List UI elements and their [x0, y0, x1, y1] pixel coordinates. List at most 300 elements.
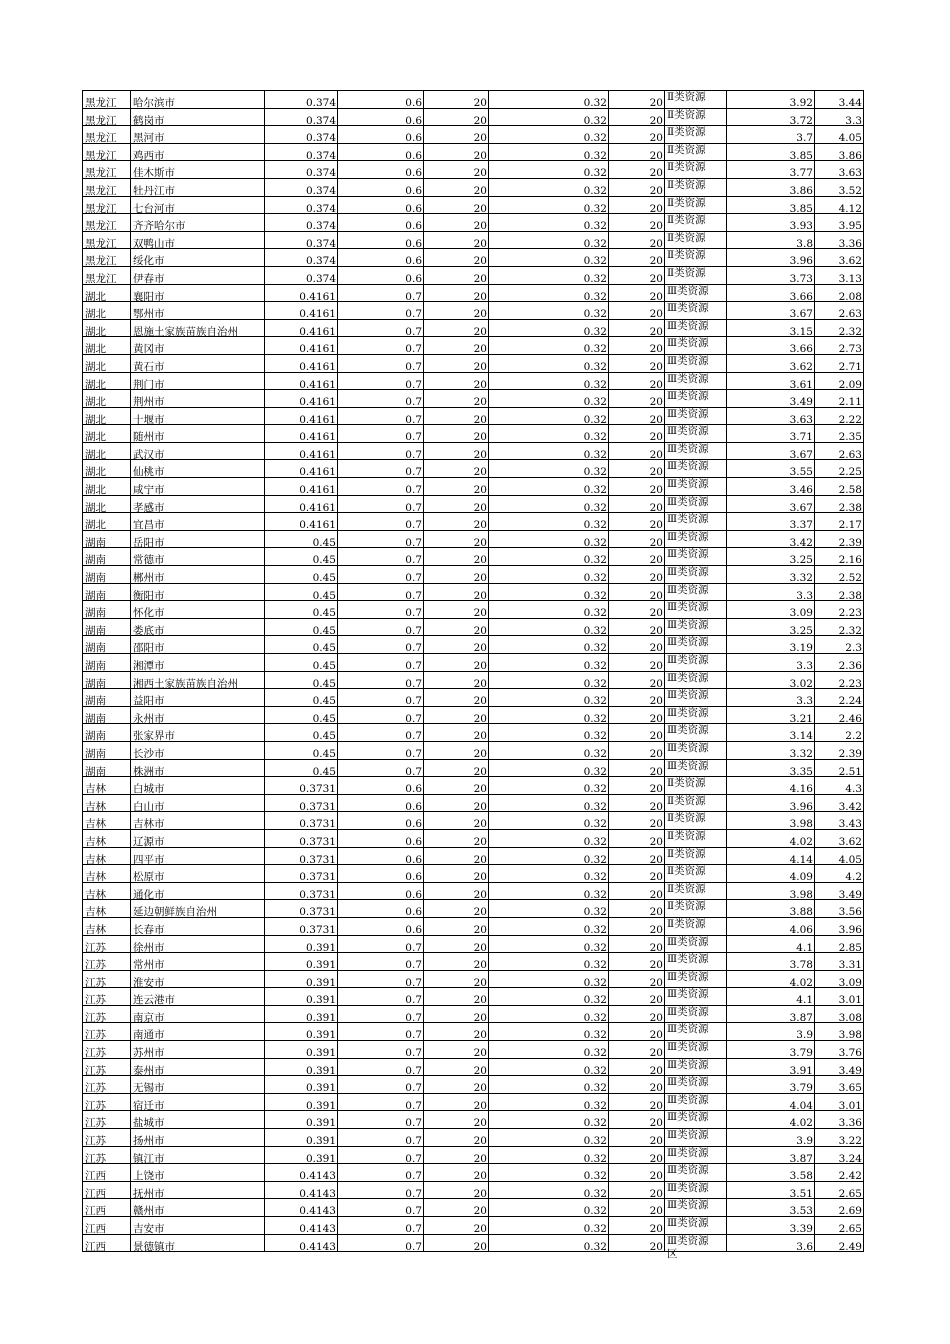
province-cell: 湖南 [83, 601, 131, 618]
value-cell: 0.32 [489, 830, 609, 847]
province-cell: 湖南 [83, 619, 131, 636]
value-cell: 0.45 [265, 742, 338, 759]
value-cell: 3.65 [815, 1076, 864, 1093]
value-cell: 0.32 [489, 267, 609, 284]
city-cell: 长春市 [131, 918, 265, 935]
resource-class-cell: Ⅲ类资源 [665, 971, 727, 988]
value-cell: 0.6 [338, 109, 424, 126]
city-cell: 白山市 [131, 795, 265, 812]
table-row [83, 1094, 864, 1112]
city-cell: 咸宁市 [131, 478, 265, 495]
table-row [83, 760, 864, 778]
city-cell: 宿迁市 [131, 1094, 265, 1111]
table-row [83, 144, 864, 162]
resource-class-cell: Ⅲ类资源 [665, 1147, 727, 1164]
value-cell: 0.4161 [265, 425, 338, 442]
value-cell: 0.45 [265, 724, 338, 741]
value-cell: 2.3 [815, 636, 864, 653]
value-cell: 2.63 [815, 302, 864, 319]
resource-class-cell: Ⅱ类资源 [665, 214, 727, 231]
resource-class-cell: Ⅱ类资源 [665, 109, 727, 126]
value-cell: 0.7 [338, 724, 424, 741]
province-cell: 吉林 [83, 865, 131, 882]
province-cell: 黑龙江 [83, 197, 131, 214]
value-cell: 0.6 [338, 795, 424, 812]
value-cell: 0.7 [338, 988, 424, 1005]
value-cell: 3.08 [815, 1006, 864, 1023]
value-cell: 20 [609, 812, 665, 829]
value-cell: 2.63 [815, 443, 864, 460]
value-cell: 0.374 [265, 109, 338, 126]
value-cell: 20 [424, 161, 489, 178]
province-cell: 吉林 [83, 795, 131, 812]
value-cell: 20 [609, 988, 665, 1005]
value-cell: 3.25 [727, 548, 815, 565]
value-cell: 20 [609, 320, 665, 337]
resource-class-cell: Ⅱ类资源 [665, 249, 727, 266]
value-cell: 20 [424, 197, 489, 214]
value-cell: 20 [424, 460, 489, 477]
resource-class-cell: Ⅲ类资源 [665, 1006, 727, 1023]
resource-class-cell: Ⅲ类资源 [665, 408, 727, 425]
value-cell: 0.32 [489, 848, 609, 865]
city-cell: 常州市 [131, 953, 265, 970]
value-cell: 2.23 [815, 601, 864, 618]
value-cell: 3.98 [815, 1023, 864, 1040]
value-cell: 0.45 [265, 601, 338, 618]
value-cell: 2.25 [815, 460, 864, 477]
province-cell: 湖北 [83, 443, 131, 460]
value-cell: 0.391 [265, 1111, 338, 1128]
table-row [83, 988, 864, 1006]
value-cell: 0.32 [489, 144, 609, 161]
value-cell: 3.95 [815, 214, 864, 231]
value-cell: 2.22 [815, 408, 864, 425]
value-cell: 20 [609, 601, 665, 618]
value-cell: 20 [424, 232, 489, 249]
value-cell: 0.32 [489, 971, 609, 988]
value-cell: 20 [424, 566, 489, 583]
province-cell: 吉林 [83, 777, 131, 794]
value-cell: 3.88 [727, 900, 815, 917]
value-cell: 0.391 [265, 1147, 338, 1164]
province-cell: 湖南 [83, 672, 131, 689]
value-cell: 3.87 [727, 1006, 815, 1023]
value-cell: 20 [424, 707, 489, 724]
data-table [82, 90, 864, 1252]
value-cell: 0.32 [489, 478, 609, 495]
value-cell: 0.4161 [265, 302, 338, 319]
city-cell: 松原市 [131, 865, 265, 882]
value-cell: 4.09 [727, 865, 815, 882]
value-cell: 0.3731 [265, 900, 338, 917]
resource-class-cell: Ⅱ类资源 [665, 918, 727, 935]
table-row [83, 742, 864, 760]
value-cell: 0.32 [489, 161, 609, 178]
province-cell: 湖南 [83, 548, 131, 565]
table-row [83, 531, 864, 549]
value-cell: 2.38 [815, 496, 864, 513]
value-cell: 3.21 [727, 707, 815, 724]
value-cell: 20 [424, 1006, 489, 1023]
value-cell: 0.6 [338, 144, 424, 161]
province-cell: 江苏 [83, 1129, 131, 1146]
city-cell: 四平市 [131, 848, 265, 865]
value-cell: 20 [609, 1094, 665, 1111]
value-cell: 0.45 [265, 636, 338, 653]
value-cell: 3.85 [727, 197, 815, 214]
resource-class-cell: Ⅲ类资源 [665, 1217, 727, 1234]
value-cell: 20 [609, 918, 665, 935]
resource-class-cell: Ⅲ类资源 [665, 1059, 727, 1076]
value-cell: 20 [609, 848, 665, 865]
city-cell: 鹤岗市 [131, 109, 265, 126]
city-cell: 湘西土家族苗族自治州 [131, 672, 265, 689]
value-cell: 0.7 [338, 1094, 424, 1111]
resource-class-cell: Ⅱ类资源 [665, 161, 727, 178]
overflow-text: 区 [667, 1248, 678, 1260]
value-cell: 20 [424, 830, 489, 847]
resource-class-cell: Ⅱ类资源 [665, 865, 727, 882]
province-cell: 湖南 [83, 742, 131, 759]
value-cell: 0.7 [338, 1147, 424, 1164]
value-cell: 0.7 [338, 1076, 424, 1093]
province-cell: 黑龙江 [83, 126, 131, 143]
value-cell: 20 [424, 865, 489, 882]
value-cell: 4.02 [727, 971, 815, 988]
value-cell: 0.32 [489, 584, 609, 601]
value-cell: 20 [609, 285, 665, 302]
value-cell: 0.32 [489, 1059, 609, 1076]
province-cell: 黑龙江 [83, 161, 131, 178]
value-cell: 20 [609, 109, 665, 126]
resource-class-cell: Ⅲ类资源 [665, 1111, 727, 1128]
value-cell: 3.49 [815, 883, 864, 900]
resource-class-cell: Ⅱ类资源 [665, 830, 727, 847]
resource-class-cell: Ⅲ类资源 [665, 1182, 727, 1199]
province-cell: 湖北 [83, 373, 131, 390]
value-cell: 0.6 [338, 918, 424, 935]
value-cell: 0.45 [265, 584, 338, 601]
value-cell: 0.7 [338, 460, 424, 477]
city-cell: 邵阳市 [131, 636, 265, 653]
value-cell: 20 [609, 953, 665, 970]
province-cell: 湖北 [83, 337, 131, 354]
resource-class-cell: Ⅲ类资源 [665, 460, 727, 477]
value-cell: 4.14 [727, 848, 815, 865]
value-cell: 3.7 [727, 126, 815, 143]
province-cell: 江苏 [83, 936, 131, 953]
value-cell: 0.32 [489, 513, 609, 530]
value-cell: 0.4143 [265, 1199, 338, 1216]
value-cell: 0.4161 [265, 460, 338, 477]
value-cell: 0.32 [489, 179, 609, 196]
value-cell: 0.32 [489, 1041, 609, 1058]
value-cell: 20 [424, 584, 489, 601]
table-row [83, 337, 864, 355]
city-cell: 抚州市 [131, 1182, 265, 1199]
province-cell: 湖南 [83, 760, 131, 777]
table-row [83, 214, 864, 232]
value-cell: 0.3731 [265, 865, 338, 882]
resource-class-cell: Ⅲ类资源 [665, 707, 727, 724]
table-row [83, 812, 864, 830]
value-cell: 3.32 [727, 566, 815, 583]
value-cell: 0.391 [265, 988, 338, 1005]
city-cell: 怀化市 [131, 601, 265, 618]
value-cell: 0.7 [338, 1235, 424, 1252]
value-cell: 0.4161 [265, 355, 338, 372]
value-cell: 3.62 [815, 249, 864, 266]
value-cell: 2.39 [815, 531, 864, 548]
province-cell: 湖北 [83, 513, 131, 530]
value-cell: 0.3731 [265, 883, 338, 900]
value-cell: 3.43 [815, 812, 864, 829]
table-row [83, 91, 864, 109]
value-cell: 0.7 [338, 513, 424, 530]
province-cell: 江苏 [83, 1147, 131, 1164]
value-cell: 2.32 [815, 320, 864, 337]
province-cell: 江西 [83, 1182, 131, 1199]
value-cell: 20 [609, 830, 665, 847]
table-row [83, 654, 864, 672]
resource-class-cell: Ⅲ类资源 [665, 355, 727, 372]
value-cell: 20 [424, 812, 489, 829]
value-cell: 20 [424, 513, 489, 530]
table-row [83, 249, 864, 267]
value-cell: 20 [609, 408, 665, 425]
city-cell: 淮安市 [131, 971, 265, 988]
province-cell: 江苏 [83, 1111, 131, 1128]
value-cell: 20 [609, 126, 665, 143]
table-row [83, 707, 864, 725]
province-cell: 江苏 [83, 1041, 131, 1058]
city-cell: 宜昌市 [131, 513, 265, 530]
resource-class-cell: Ⅲ类资源 [665, 531, 727, 548]
value-cell: 0.6 [338, 161, 424, 178]
value-cell: 20 [424, 742, 489, 759]
value-cell: 20 [424, 267, 489, 284]
province-cell: 江苏 [83, 988, 131, 1005]
value-cell: 0.7 [338, 408, 424, 425]
value-cell: 20 [609, 478, 665, 495]
value-cell: 20 [609, 513, 665, 530]
city-cell: 景德镇市 [131, 1235, 265, 1252]
value-cell: 20 [424, 408, 489, 425]
value-cell: 0.7 [338, 601, 424, 618]
value-cell: 20 [609, 971, 665, 988]
value-cell: 20 [424, 724, 489, 741]
value-cell: 0.32 [489, 689, 609, 706]
city-cell: 张家界市 [131, 724, 265, 741]
province-cell: 江苏 [83, 1023, 131, 1040]
city-cell: 白城市 [131, 777, 265, 794]
table-row [83, 161, 864, 179]
province-cell: 江西 [83, 1164, 131, 1181]
value-cell: 20 [609, 777, 665, 794]
value-cell: 20 [609, 795, 665, 812]
table-row [83, 900, 864, 918]
table-row [83, 918, 864, 936]
value-cell: 0.32 [489, 425, 609, 442]
table-row [83, 232, 864, 250]
value-cell: 3.67 [727, 443, 815, 460]
value-cell: 20 [609, 1199, 665, 1216]
city-cell: 齐齐哈尔市 [131, 214, 265, 231]
value-cell: 3.87 [727, 1147, 815, 1164]
value-cell: 0.32 [489, 1147, 609, 1164]
value-cell: 0.374 [265, 267, 338, 284]
value-cell: 3.02 [727, 672, 815, 689]
province-cell: 湖南 [83, 689, 131, 706]
city-cell: 扬州市 [131, 1129, 265, 1146]
value-cell: 0.7 [338, 373, 424, 390]
value-cell: 0.32 [489, 390, 609, 407]
value-cell: 3.01 [815, 1094, 864, 1111]
value-cell: 3.9 [727, 1023, 815, 1040]
value-cell: 3.86 [727, 179, 815, 196]
value-cell: 20 [609, 689, 665, 706]
value-cell: 0.32 [489, 1111, 609, 1128]
value-cell: 4.02 [727, 1111, 815, 1128]
value-cell: 3.93 [727, 214, 815, 231]
value-cell: 0.32 [489, 1199, 609, 1216]
value-cell: 0.7 [338, 971, 424, 988]
value-cell: 0.32 [489, 1164, 609, 1181]
value-cell: 0.3731 [265, 795, 338, 812]
value-cell: 20 [609, 425, 665, 442]
value-cell: 0.374 [265, 161, 338, 178]
value-cell: 2.32 [815, 619, 864, 636]
province-cell: 湖南 [83, 654, 131, 671]
value-cell: 3.44 [815, 91, 864, 108]
value-cell: 3.67 [727, 496, 815, 513]
city-cell: 吉安市 [131, 1217, 265, 1234]
resource-class-cell: Ⅲ类资源 [665, 1235, 727, 1252]
value-cell: 0.6 [338, 214, 424, 231]
city-cell: 辽源市 [131, 830, 265, 847]
city-cell: 苏州市 [131, 1041, 265, 1058]
table-row [83, 1199, 864, 1217]
value-cell: 20 [609, 197, 665, 214]
value-cell: 3.8 [727, 232, 815, 249]
value-cell: 0.4143 [265, 1182, 338, 1199]
table-row [83, 883, 864, 901]
city-cell: 南京市 [131, 1006, 265, 1023]
resource-class-cell: Ⅲ类资源 [665, 496, 727, 513]
value-cell: 20 [609, 1164, 665, 1181]
value-cell: 0.32 [489, 548, 609, 565]
province-cell: 黑龙江 [83, 144, 131, 161]
value-cell: 0.7 [338, 654, 424, 671]
table-row [83, 460, 864, 478]
province-cell: 吉林 [83, 883, 131, 900]
table-row [83, 109, 864, 127]
value-cell: 3.96 [815, 918, 864, 935]
value-cell: 20 [424, 1076, 489, 1093]
table-row [83, 971, 864, 989]
resource-class-cell: Ⅲ类资源 [665, 584, 727, 601]
value-cell: 0.32 [489, 724, 609, 741]
city-cell: 无锡市 [131, 1076, 265, 1093]
value-cell: 20 [609, 584, 665, 601]
value-cell: 20 [424, 1094, 489, 1111]
province-cell: 江苏 [83, 971, 131, 988]
value-cell: 2.38 [815, 584, 864, 601]
value-cell: 0.7 [338, 689, 424, 706]
resource-class-cell: Ⅲ类资源 [665, 373, 727, 390]
value-cell: 3.77 [727, 161, 815, 178]
value-cell: 0.32 [489, 355, 609, 372]
value-cell: 20 [609, 654, 665, 671]
value-cell: 20 [424, 1164, 489, 1181]
city-cell: 株洲市 [131, 760, 265, 777]
city-cell: 鸡西市 [131, 144, 265, 161]
resource-class-cell: Ⅲ类资源 [665, 302, 727, 319]
value-cell: 20 [424, 91, 489, 108]
value-cell: 0.32 [489, 760, 609, 777]
city-cell: 哈尔滨市 [131, 91, 265, 108]
value-cell: 20 [609, 742, 665, 759]
value-cell: 20 [424, 285, 489, 302]
value-cell: 0.4143 [265, 1235, 338, 1252]
city-cell: 双鸭山市 [131, 232, 265, 249]
value-cell: 3.55 [727, 460, 815, 477]
province-cell: 湖北 [83, 320, 131, 337]
value-cell: 0.32 [489, 795, 609, 812]
value-cell: 0.6 [338, 848, 424, 865]
city-cell: 黑河市 [131, 126, 265, 143]
value-cell: 20 [424, 1023, 489, 1040]
value-cell: 2.24 [815, 689, 864, 706]
value-cell: 0.32 [489, 672, 609, 689]
value-cell: 0.374 [265, 249, 338, 266]
value-cell: 0.7 [338, 478, 424, 495]
table-row [83, 425, 864, 443]
value-cell: 20 [609, 672, 665, 689]
table-row [83, 601, 864, 619]
city-cell: 郴州市 [131, 566, 265, 583]
province-cell: 江苏 [83, 953, 131, 970]
value-cell: 0.374 [265, 214, 338, 231]
value-cell: 0.32 [489, 636, 609, 653]
value-cell: 4.05 [815, 126, 864, 143]
value-cell: 3.09 [727, 601, 815, 618]
value-cell: 0.6 [338, 126, 424, 143]
resource-class-cell: Ⅱ类资源 [665, 197, 727, 214]
resource-class-cell: Ⅲ类资源 [665, 742, 727, 759]
value-cell: 0.7 [338, 1164, 424, 1181]
value-cell: 0.4161 [265, 285, 338, 302]
value-cell: 0.32 [489, 408, 609, 425]
value-cell: 20 [424, 760, 489, 777]
province-cell: 湖北 [83, 390, 131, 407]
resource-class-cell: Ⅲ类资源 [665, 936, 727, 953]
value-cell: 3.25 [727, 619, 815, 636]
value-cell: 3.24 [815, 1147, 864, 1164]
value-cell: 20 [424, 249, 489, 266]
value-cell: 20 [424, 179, 489, 196]
value-cell: 20 [424, 214, 489, 231]
value-cell: 2.42 [815, 1164, 864, 1181]
table-row [83, 390, 864, 408]
resource-class-cell: Ⅲ类资源 [665, 566, 727, 583]
value-cell: 20 [609, 214, 665, 231]
value-cell: 20 [424, 1129, 489, 1146]
value-cell: 0.7 [338, 1129, 424, 1146]
value-cell: 0.7 [338, 1199, 424, 1216]
resource-class-cell: Ⅱ类资源 [665, 777, 727, 794]
